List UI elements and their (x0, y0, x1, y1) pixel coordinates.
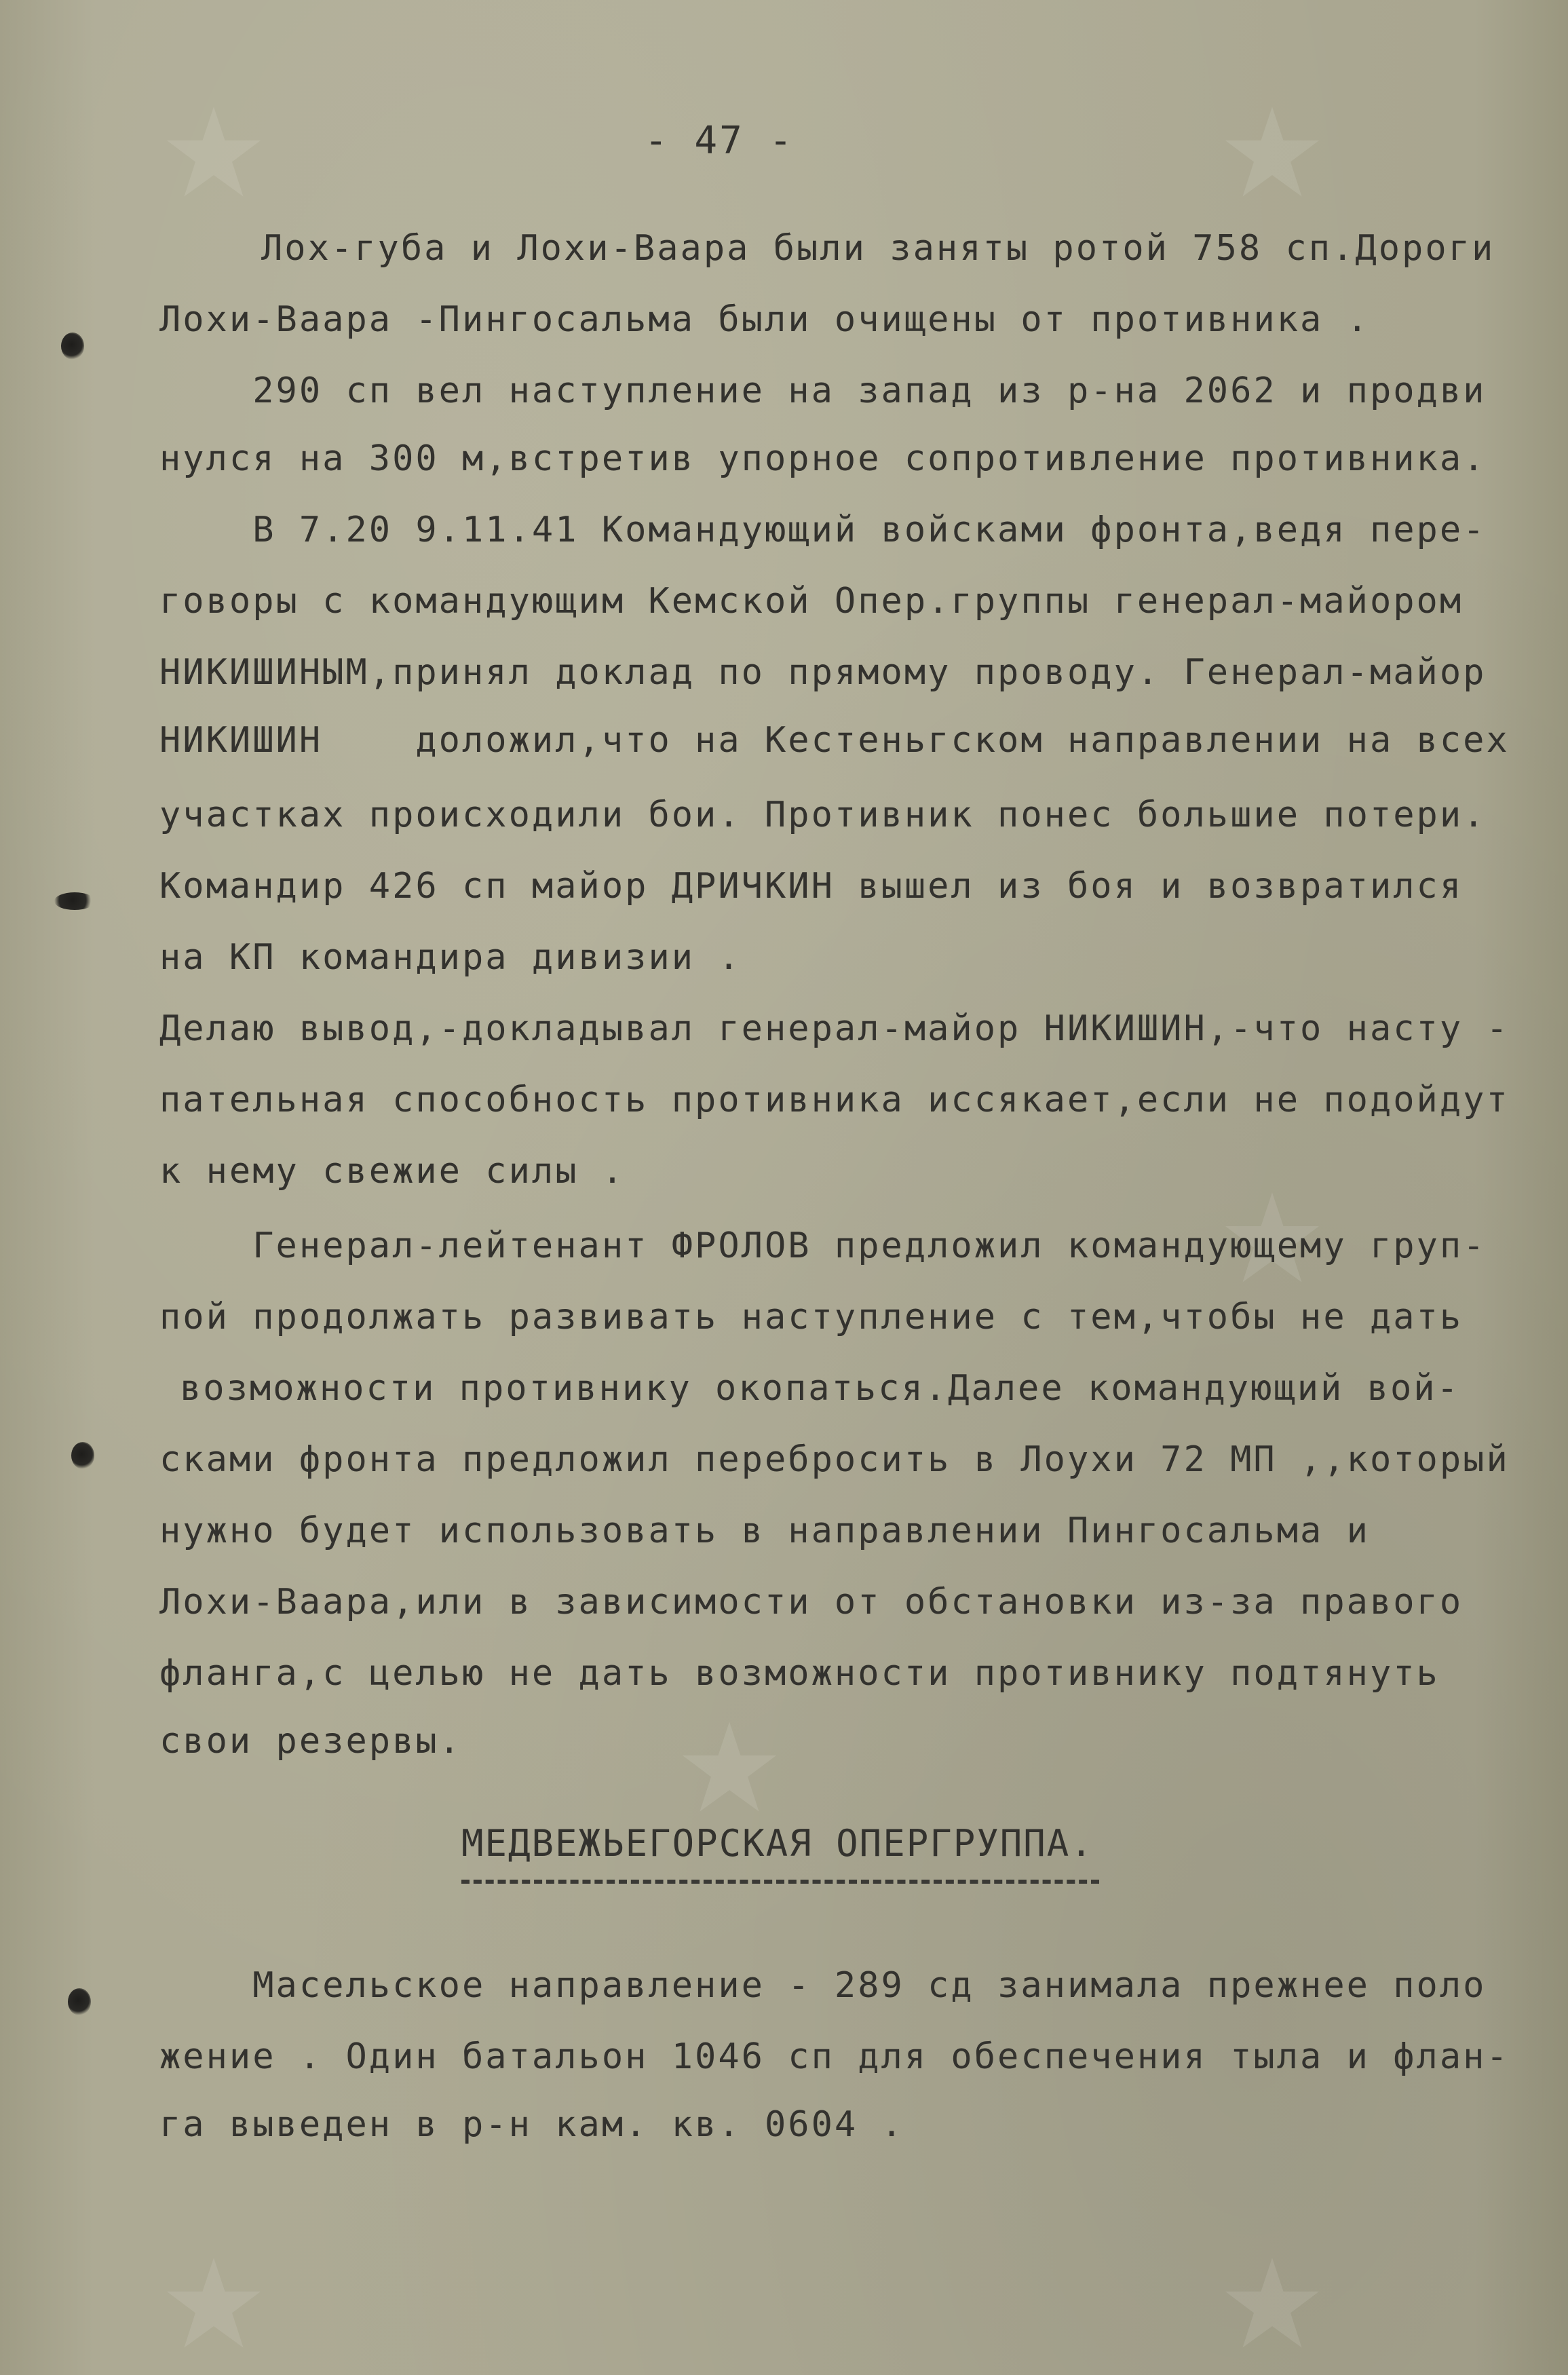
body-line: участках происходили бои. Противник понес большие потери. (159, 795, 1487, 835)
star-watermark-icon (1221, 2253, 1323, 2355)
body-line: НИКИШИН доложил,что на Кестеньгском направлении на всех (159, 720, 1510, 761)
body-line: Лох-губа и Лохи-Ваара были заняты ротой 758 сп.Дороги (261, 228, 1495, 269)
star-watermark-icon (678, 1717, 780, 1819)
section-line: Масельское направление - 289 сд занимала прежнее поло (159, 1965, 1487, 2006)
body-line: возможности противнику окопаться.Далее командующий вой- (180, 1368, 1460, 1409)
body-line: фланга,с целью не дать возможности противнику подтянуть (159, 1653, 1440, 1694)
body-line: пательная способность противника иссякает,если не подойдут (159, 1080, 1510, 1120)
body-line: нужно будет использовать в направлении Пингосальма и (159, 1510, 1370, 1551)
body-line: нулся на 300 м,встретив упорное сопротивление противника. (159, 438, 1487, 479)
body-line: В 7.20 9.11.41 Командующий войсками фронта,ведя пере- (159, 510, 1487, 550)
body-line: Командир 426 сп майор ДРИЧКИН вышел из боя и возвратился (159, 866, 1464, 907)
body-line: Генерал-лейтенант ФРОЛОВ предложил командующему груп- (159, 1226, 1487, 1266)
body-line: к нему свежие силы . (159, 1151, 626, 1192)
punch-hole (54, 892, 95, 910)
body-line: сками фронта предложил перебросить в Лоухи 72 МП ,,который (159, 1439, 1510, 1480)
body-line: Делаю вывод,-докладывал генерал-майор НИКИШИН,-что насту - (159, 1008, 1510, 1049)
punch-hole (68, 1988, 91, 2015)
section-line: жение . Один батальон 1046 сп для обеспечения тыла и флан- (159, 2036, 1510, 2077)
page-number: - 47 - (645, 119, 795, 163)
star-watermark-icon (163, 2253, 265, 2355)
body-line: НИКИШИНЫМ,принял доклад по прямому проводу. Генерал-майор (159, 652, 1487, 693)
section-heading: МЕДВЕЖЬЕГОРСКАЯ ОПЕРГРУППА. (461, 1822, 1094, 1865)
body-line: Лохи-Ваара -Пингосальма были очищены от противника . (159, 299, 1370, 340)
punch-hole (71, 1442, 94, 1469)
body-line: пой продолжать развивать наступление с тем,чтобы не дать (159, 1297, 1464, 1337)
body-line: свои резервы. (159, 1721, 462, 1762)
body-line: 290 сп вел наступление на запад из р-на 2062 и продви (159, 370, 1487, 411)
section-line: га выведен в р-н кам. кв. 0604 . (159, 2104, 904, 2145)
star-watermark-icon (1221, 102, 1323, 204)
punch-hole (61, 332, 84, 360)
section-heading-underline (461, 1880, 1099, 1884)
body-line: на КП командира дивизии . (159, 937, 742, 978)
body-line: говоры с командующим Кемской Опер.группы генерал-майором (159, 581, 1464, 622)
body-line: Лохи-Ваара,или в зависимости от обстановки из-за правого (159, 1582, 1464, 1622)
star-watermark-icon (163, 102, 265, 204)
